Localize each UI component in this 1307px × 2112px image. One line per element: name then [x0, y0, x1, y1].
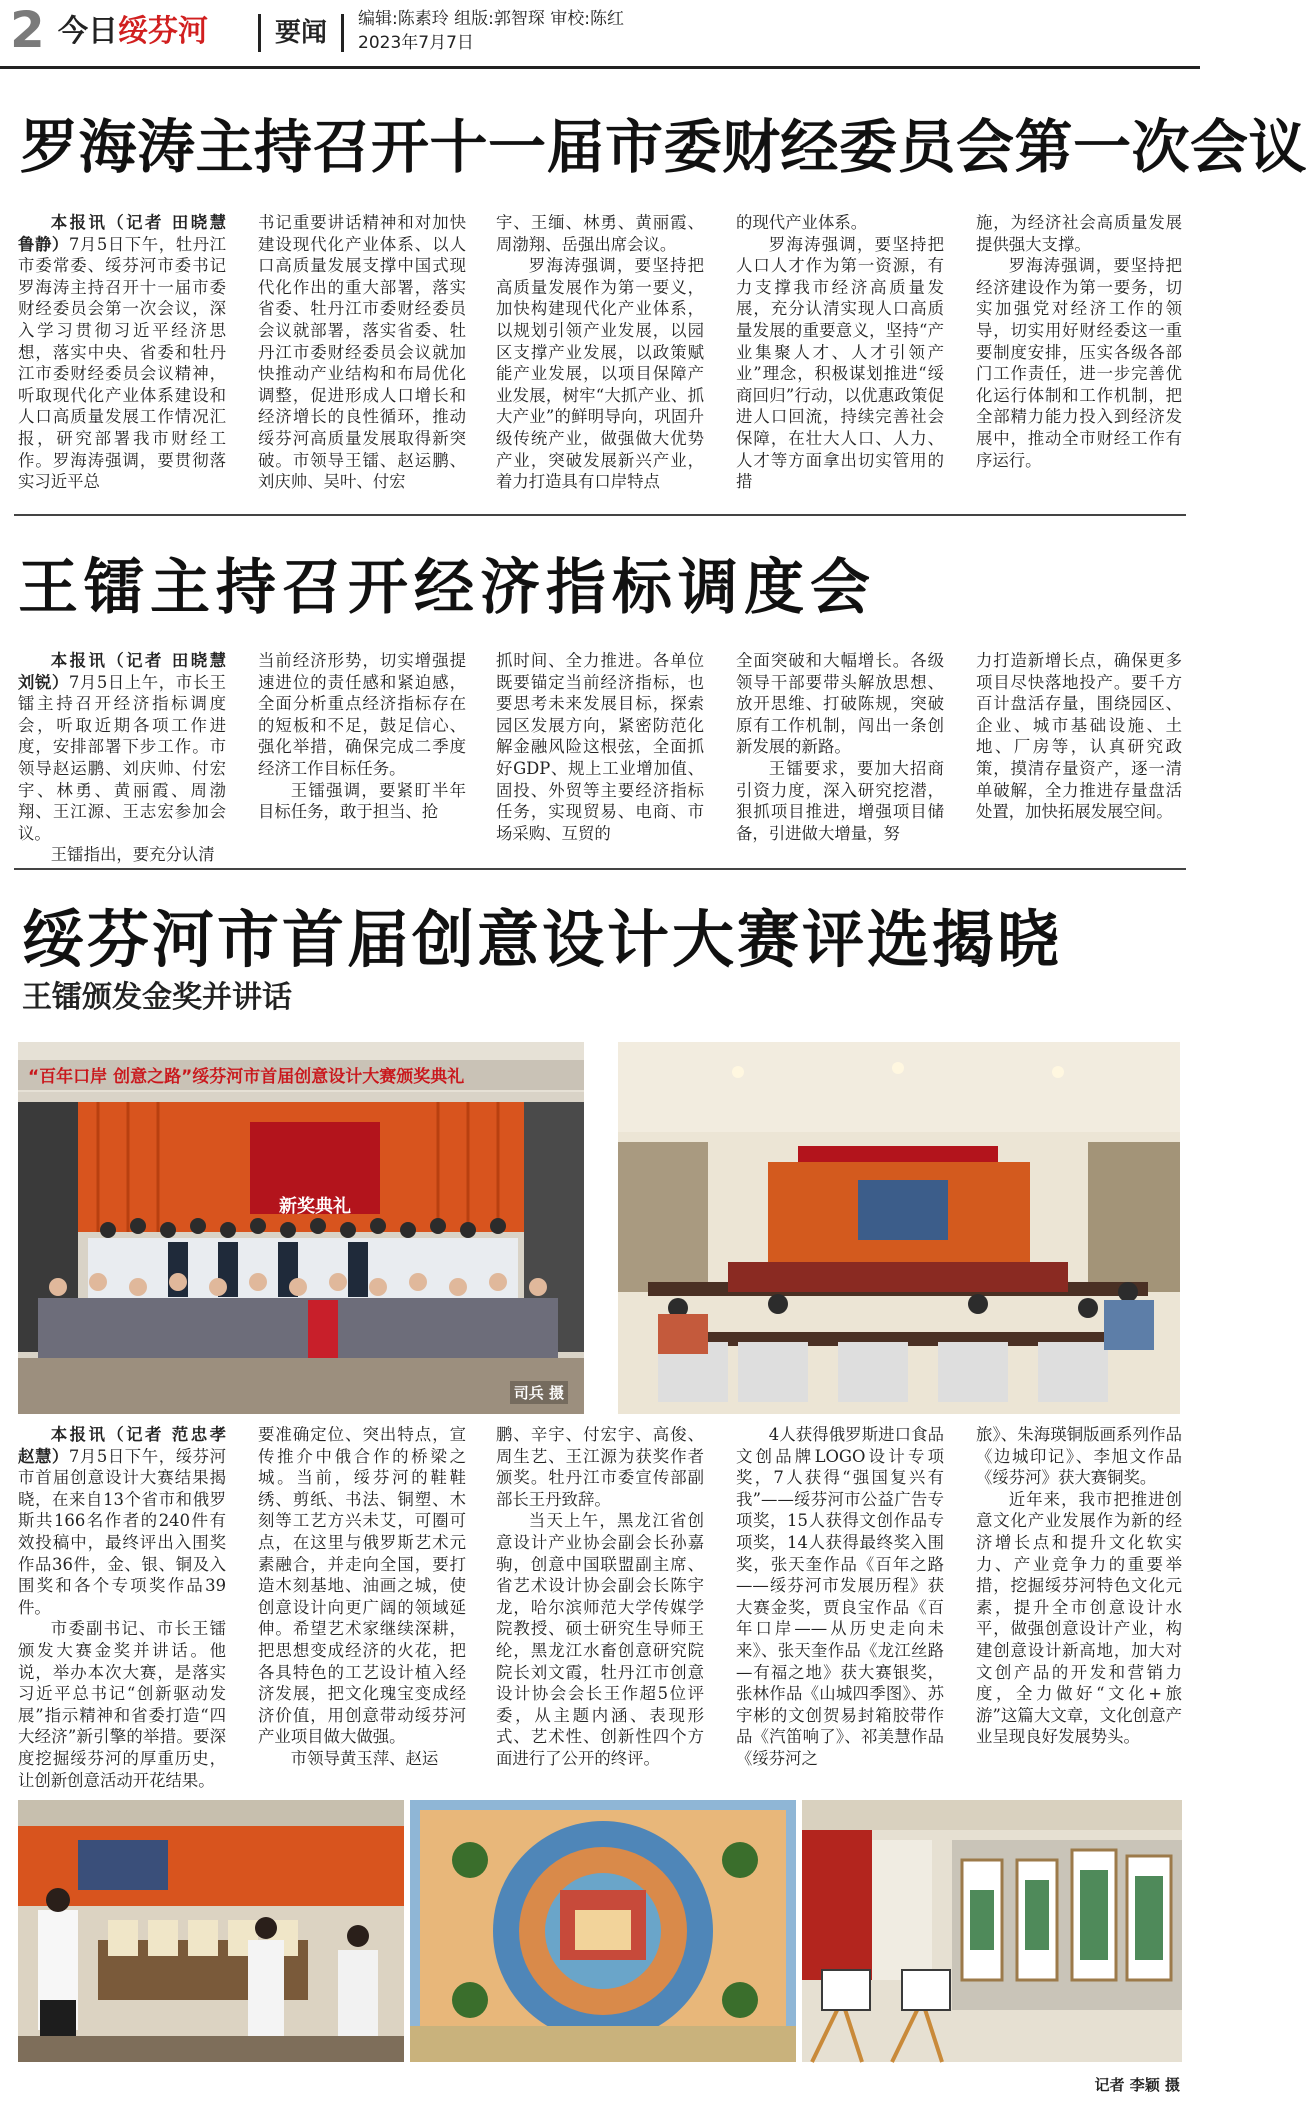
section-label: 要闻	[258, 14, 344, 52]
issue-date: 2023年7月7日	[358, 33, 474, 53]
article1-col1-text: 7月5日下午，牡丹江市委常委、绥芬河市委书记罗海涛主持召开十一届市委财经委员会第一次会议，深入学习贯彻习近平经济思想，落实中央、省委和牡丹江市委财经委员会议精神，听取现代化产业体系建设和人口高质量发展工作情况汇报，研究部署我市财经工作。罗海涛强调，要贯彻落实习近平总	[18, 234, 227, 492]
article3-subheadline: 王镭颁发金奖并讲话	[22, 980, 292, 1015]
photo1-credit: 司兵 摄	[510, 1381, 568, 1404]
painting-display-photo	[802, 1800, 1182, 2062]
article1-column-2	[258, 212, 466, 494]
article3-column-5	[976, 1424, 1182, 1782]
article2-col2-text-a: 当前经济形势，切实增强提速进位的责任感和紧迫感，全面分析重点经济指标存在的短板和不足，鼓足信心、强化举措，确保完成二季度经济工作目标任务。	[258, 651, 466, 778]
article2-col4-text-a: 全面突破和大幅增长。各级领导干部要带头解放思想、放开思维、打破陈规，突破原有工作机制，闯出一条创新发展的新路。	[736, 651, 944, 757]
design-artwork-photo	[410, 1800, 796, 2062]
artwork-photo-illustration	[410, 1800, 796, 2062]
newspaper-name-part1: 今日	[58, 14, 118, 49]
article3-col5-text-b: 近年来，我市把推进创意文化产业发展作为新的经济增长点和提升文化软实力、产业竞争力的重要举措，挖掘绥芬河特色文化元素，提升全市创意设计水平，做强创意设计产业，构建创意设计新高地，加大对文创产品的开发和营销力度，全力做好“文化+旅游”这篇大文章，文化创意产业呈现良好发展势头。	[976, 1489, 1182, 1747]
photo1-banner: “百年口岸 创意之路”绥芬河市首届创意设计大赛颁奖典礼	[28, 1067, 465, 1087]
article1-col2-text: 书记重要讲话精神和对加快建设现代化产业体系、以人口高质量发展支撑中国式现代化作出的重大部署，落实省委、牡丹江市委财经委员会议就部署，落实省委、牡丹江市委财经委员会议就加快推动产业结构和布局优化调整，促进形成人口增长和经济增长的良性循环，推动绥芬河高质量发展取得新突破。市领导王镭、赵运鹏、刘庆帅、吴叶、付宏	[258, 213, 466, 492]
article-divider-2	[14, 868, 1186, 870]
article3-byline: 本报讯（记者 范忠孝 赵慧）	[18, 1425, 226, 1466]
article2-headline: 王镭主持召开经济指标调度会	[18, 553, 876, 623]
article1-byline: 本报讯（记者 田晓慧 鲁静）	[18, 213, 226, 254]
page-header	[0, 0, 1200, 62]
article2-col3-text: 抓时间、全力推进。各单位既要锚定当前经济指标，也要思考未来发展目标，探索园区发展方向，紧密防范化解金融风险这根弦，全面抓好GDP、规上工业增加值、固投、外贸等主要经济指标任务，实现贸易、电商、市场采购、互贸的	[496, 651, 704, 843]
article3-col1-text-b: 市委副书记、市长王镭颁发大赛金奖并讲话。他说，举办本次大赛，是落实习近平总书记“创新驱动发展”指示精神和省委打造“四大经济”新引擎的举措。要深度挖掘绥芬河的厚重历史，让创新创意活动开花结果。	[18, 1619, 226, 1790]
staff-credits: 编辑:陈素玲 组版:郭智琛 审校:陈红	[358, 9, 624, 29]
article3-col1-text-a: 7月5日下午，绥芬河市首届创意设计大赛结果揭晓，在来自13个省市和俄罗斯共166名作者的240件有效投稿中，最终评出入围奖作品36件，金、银、铜及入围奖和各个专项奖作品39件。	[18, 1446, 227, 1617]
article2-column-2	[258, 650, 466, 850]
article3-column-1	[18, 1424, 227, 1790]
article2-column-5	[976, 650, 1182, 850]
photo1-stage-sign: 新奖典礼	[279, 1196, 351, 1217]
article2-col4-text-b: 王镭要求，要加大招商引资力度，深入研究挖潜，狠抓项目推进，增强项目储备，引进做大增量，努	[736, 758, 944, 843]
painting-photo-illustration	[802, 1800, 1182, 2062]
article3-col3-text-a: 鹏、辛宇、付宏宇、高俊、周生艺、王江源为获奖作者颁奖。牡丹江市委宣传部副部长王丹致辞。	[496, 1425, 704, 1509]
article3-col3-text-b: 当天上午，黑龙江省创意设计产业协会副会长孙嘉驹，创意中国联盟副主席、省艺术设计协会副会长陈宇龙，哈尔滨师范大学传媒学院教授、硕士研究生导师王纶，黑龙江水畜创意研究院院长刘文霞，牡丹江市创意设计协会会长王作超5位评委，从主题内涵、表现形式、艺术性、创新性四个方面进行了公开的终评。	[496, 1511, 704, 1768]
article1-column-5	[976, 212, 1182, 494]
article3-column-3	[496, 1424, 704, 1782]
newspaper-name-part2: 绥芬河	[118, 14, 208, 49]
article2-col2-text-b: 王镭强调，要紧盯半年目标任务，敢于担当、抢	[258, 780, 466, 822]
bottom-photo-credit: 记者 李颖 摄	[1094, 2076, 1180, 2094]
group-photo	[18, 1042, 584, 1414]
article3-col5-text-a: 旅》、朱海瑛铜版画系列作品《边城印记》、李旭文作品《绥芬河》获大赛铜奖。	[976, 1425, 1182, 1488]
newspaper-name	[58, 14, 208, 50]
article1-col4-text-a: 的现代产业体系。	[736, 213, 868, 232]
article-divider-1	[14, 514, 1186, 516]
exhibition-hall-photo	[618, 1042, 1180, 1414]
article1-col3-text-b: 罗海涛强调，要坚持把高质量发展作为第一要义，加快构建现代化产业体系，以规划引领产业发展，以园区支撑产业发展，以政策赋能产业发展，以项目保障产业发展，树牢“大抓产业、抓大产业”的鲜明导向，巩固升级传统产业，做强做大优势产业，突破发展新兴产业，着力打造具有口岸特点	[496, 256, 704, 492]
article3-col2-text-a: 要准确定位、突出特点，宣传推介中俄合作的桥梁之城。当前，绥芬河的鞋鞋绣、剪纸、书法、铜塑、木刻等工艺方兴未艾，可圈可点，在这里与俄罗斯艺术元素融合，并走向全国，要打造木刻基地、油画之城，使创意设计向更广阔的领域延伸。希望艺术家继续深耕，把思想变成经济的火花，把各具特色的工艺设计植入经济发展，把文化瑰宝变成经济价值，用创意带动绥芬河产业项目做大做强。	[258, 1425, 466, 1747]
article3-headline: 绥芬河市首届创意设计大赛评选揭晓	[22, 903, 1063, 976]
article1-col3-text-a: 宇、王缅、林勇、黄丽霞、周渤翔、岳强出席会议。	[496, 213, 704, 254]
article3-col4-text-a: 4人获得俄罗斯进口食品文创品牌LOGO设计专项奖，7人获得“强国复兴有我”——绥芬河市公益广告专项奖，15人获得文创作品专项奖，14人获得最终奖入围奖，张天奎作品《百年之路——绥芬河市发展历程》获大赛金奖，贾良宝作品《百年口岸——从历史走向未来》、张天奎作品《龙江丝路—有福之地》获大赛银奖，张林作品《山城四季图》、苏宇彬的文创贺易封箱胶带作品《汽笛响了》、祁美慧作品《绥芬河之	[736, 1425, 944, 1768]
article3-column-4	[736, 1424, 944, 1782]
header-rule	[0, 66, 1200, 69]
article2-column-4	[736, 650, 944, 850]
article3-col2-text-b: 市领导黄玉萍、赵运	[290, 1748, 439, 1768]
article1-column-4	[736, 212, 944, 494]
article1-col5-text-b: 罗海涛强调，要坚持把经济建设作为第一要务，切实加强党对经济工作的领导，切实用好财经委这一重要制度安排，压实各级各部门工作责任，进一步完善优化运行体制和工作机制，把全部精力能力投入到经济发展中，推动全市财经工作有序运行。	[976, 256, 1182, 470]
group-photo-illustration	[18, 1042, 584, 1414]
award-ceremony-photo	[18, 1800, 404, 2062]
article2-col1-text-a: 7月5日上午，市长王镭主持召开经济指标调度会，听取近期各项工作进度，安排部署下步工作。市领导赵运鹏、刘庆帅、付宏宇、林勇、黄丽霞、周渤翔、王江源、王志宏参加会议。	[18, 672, 227, 843]
article1-column-1	[18, 212, 226, 494]
article1-col5-text-a: 施，为经济社会高质量发展提供强大支撑。	[976, 213, 1182, 254]
page-number: 2	[10, 1, 45, 59]
article1-column-3	[496, 212, 704, 494]
article2-col1-text-b: 王镭指出，要充分认清	[50, 845, 215, 865]
article2-column-1	[18, 650, 227, 865]
article1-col4-text-b: 罗海涛强调，要坚持把人口人才作为第一资源，有力支撑我市经济高质量发展，充分认清实现人口高质量发展的重要意义，坚持“产业集聚人才、人才引领产业”理念，积极谋划推进“绥商回归”行动，以优惠政策促进人口回流，持续完善社会保障，在壮大人口、人力、人才等方面拿出切实管用的措	[736, 234, 944, 492]
article2-byline: 本报讯（记者 田晓慧 刘锐）	[18, 651, 226, 692]
hall-photo-illustration	[618, 1042, 1180, 1414]
award-photo-illustration	[18, 1800, 404, 2062]
article3-column-2	[258, 1424, 466, 1782]
article1-headline: 罗海涛主持召开十一届市委财经委员会第一次会议	[20, 113, 1307, 181]
article2-column-3	[496, 650, 704, 850]
article2-col5-text: 力打造新增长点，确保更多项目尽快落地投产。要千方百计盘活存量，围绕园区、企业、城市基础设施、土地、厂房等，认真研究政策，摸清存量资产，逐一清单破解，全力推进存量盘活处置，加快拓展发展空间。	[976, 651, 1182, 822]
